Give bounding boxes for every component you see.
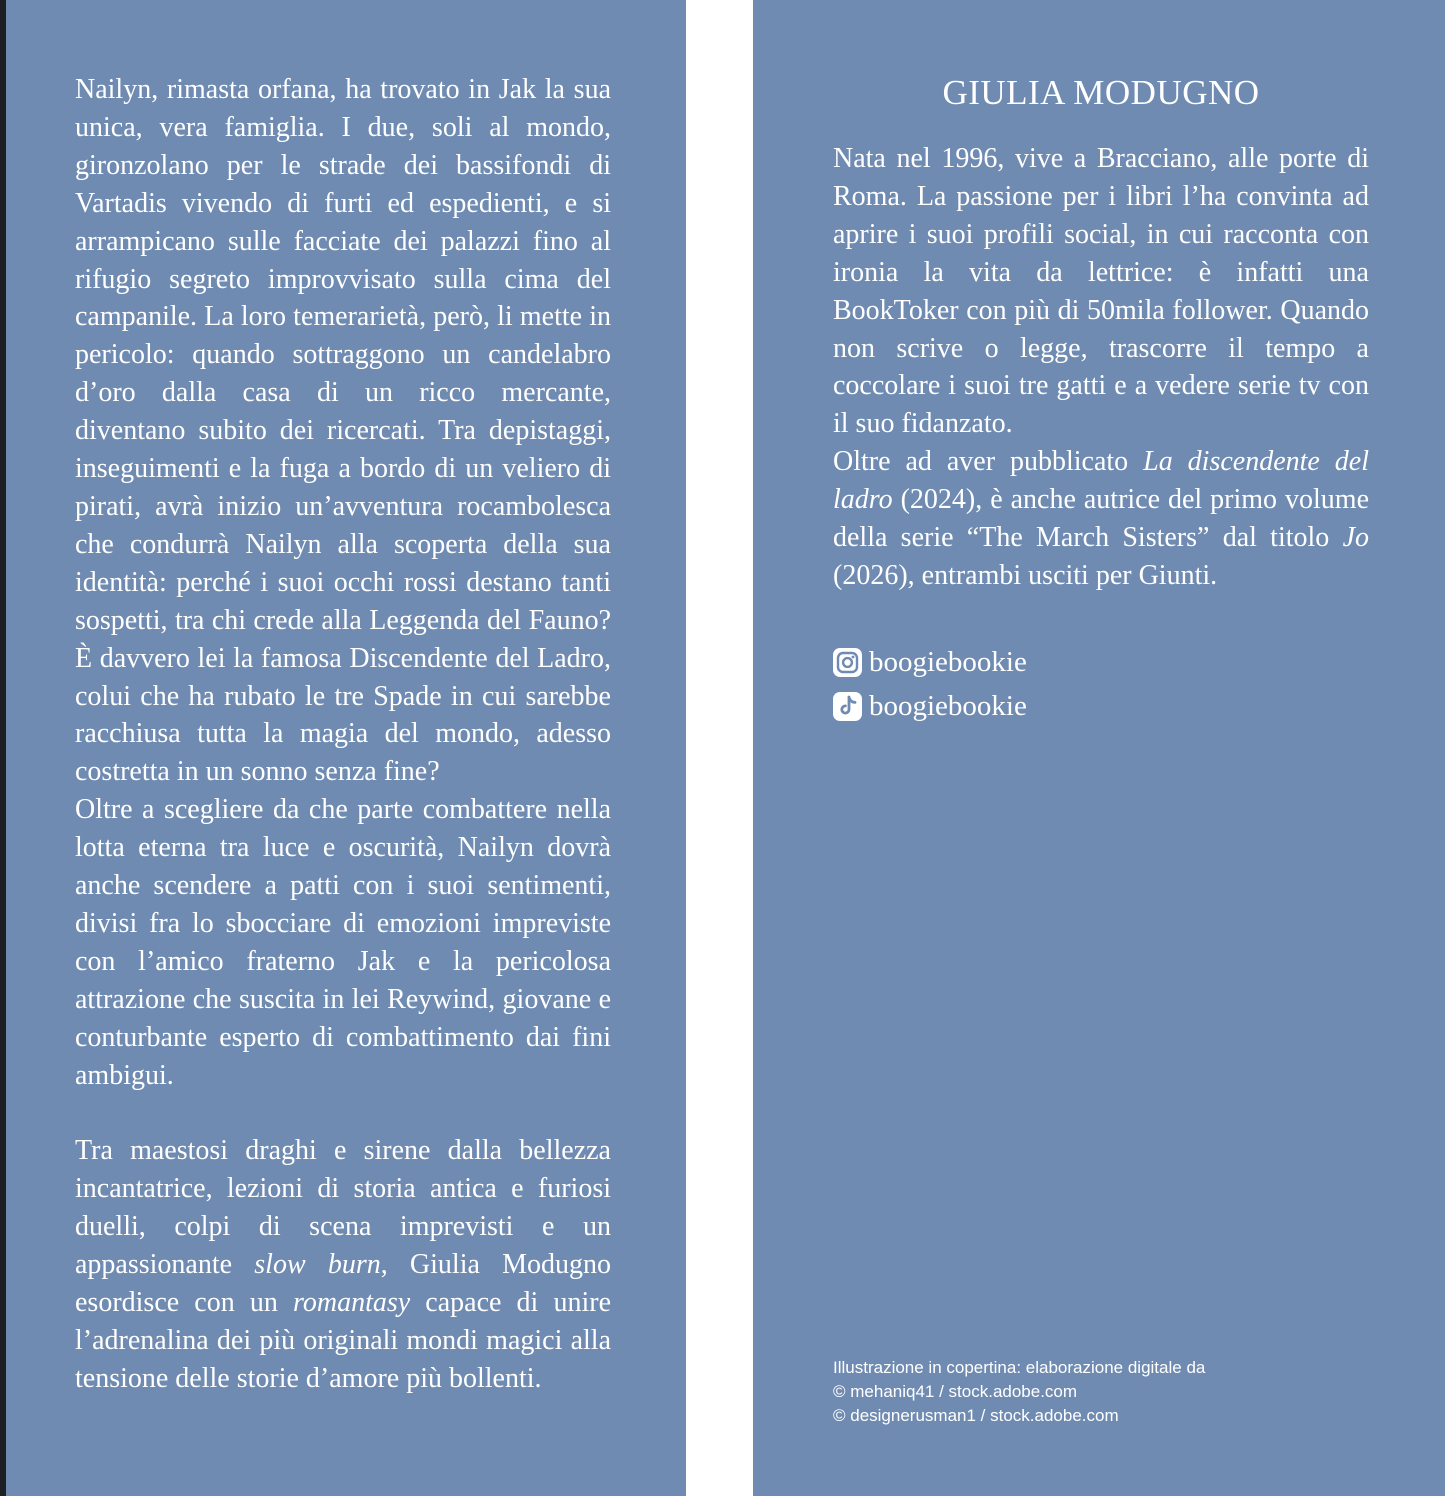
book-title: Jo (1342, 522, 1369, 554)
tiktok-username: boogiebookie (869, 690, 1027, 722)
credit-line: © mehaniq41 / stock.adobe.com (833, 1382, 1078, 1401)
author-name: GIULIA MODUGNO (942, 73, 1260, 112)
author-bio (833, 140, 1369, 595)
synopsis-paragraph-1: Nailyn, rimasta orfana, ha trovato in Jak la sua unica, vera famiglia. I due, soli al mondo, gironzolano per le strade dei bassifondi di Vartadis vivendo di furti ed espedienti, e si arrampicano sulle facciate dei palazzi fino al rifugio segreto improvvisato sulla cima del campanile. La loro temerarietà, però, li mette in pericolo: quando sottraggono un candelabro d’oro dalla casa di un ricco mercante, diventano subito dei ricercati. Tra depistaggi, inseguimenti e la fuga a bordo di un veliero di pirati, avrà inizio un’avventura rocambolesca che condurrà Nailyn alla scoperta della sua identità: perché i suoi occhi rossi destano tanti sospetti, tra chi crede alla Leggenda del Fauno? È davvero lei la famosa Discendente del Ladro, colui che ha rubato le tre Spade in cui sarebbe racchiusa tutta la magia del mondo, adesso costretta in un sonno senza fine? (75, 74, 611, 788)
synopsis-paragraph-3 (75, 1132, 611, 1397)
paragraph-gap (75, 1094, 611, 1132)
synopsis-italic-term: romantasy (292, 1287, 411, 1319)
bio-text: (2026), entrambi usciti per Giunti. (833, 559, 1218, 591)
credit-line: Illustrazione in copertina: elaborazione digitale da (833, 1358, 1206, 1377)
synopsis-italic-term: slow burn (254, 1249, 381, 1281)
bio-text: Oltre ad aver pubblicato (833, 446, 1144, 478)
book-title: La discendente del ladro (833, 446, 1369, 516)
bio-paragraph-2 (833, 443, 1369, 595)
synopsis (75, 71, 611, 1398)
back-cover-panel (6, 0, 686, 1496)
bio-text: (2024), è anche autrice del primo volume della serie “The March Sisters” dal titolo (833, 484, 1369, 554)
instagram-icon (833, 648, 862, 677)
tiktok-icon (833, 692, 862, 721)
synopsis-text: Tra maestosi draghi e sirene dalla bellezza incantatrice, lezioni di storia antica e furiosi duelli, colpi di scena imprevisti e un appassionante (75, 1135, 611, 1281)
synopsis-text: , Giulia Modugno esordisce con un (75, 1249, 611, 1319)
instagram-handle (833, 642, 1233, 682)
bio-paragraph-1: Nata nel 1996, vive a Bracciano, alle porte di Roma. La passione per i libri l’ha convinta ad aprire i suoi profili social, in cui racconta con ironia la vita da lettrice: è infatti una BookToker con più di 50mila follower. Quando non scrive o legge, trascorre il tempo a coccolare i suoi tre gatti e a vedere serie tv con il suo fidanzato. (833, 143, 1369, 440)
credit-line: © designerusman1 / stock.adobe.com (833, 1406, 1119, 1425)
instagram-username: boogiebookie (869, 646, 1027, 678)
tiktok-handle (833, 686, 1233, 726)
synopsis-text: capace di unire l’adrenalina dei più originali mondi magici alla tensione delle storie d’amore più bollenti. (75, 1287, 611, 1394)
cover-credits (833, 1356, 1353, 1428)
synopsis-paragraph-2: Oltre a scegliere da che parte combattere nella lotta eterna tra luce e oscurità, Nailyn dovrà anche scendere a patti con i suoi sentimenti, divisi fra lo sbocciare di emozioni impreviste con l’amico fraterno Jak e la pericolosa attrazione che suscita in lei Reywind, giovane e conturbante esperto di combattimento dai fini ambigui. (75, 794, 611, 1091)
author-flap-panel (753, 0, 1445, 1496)
